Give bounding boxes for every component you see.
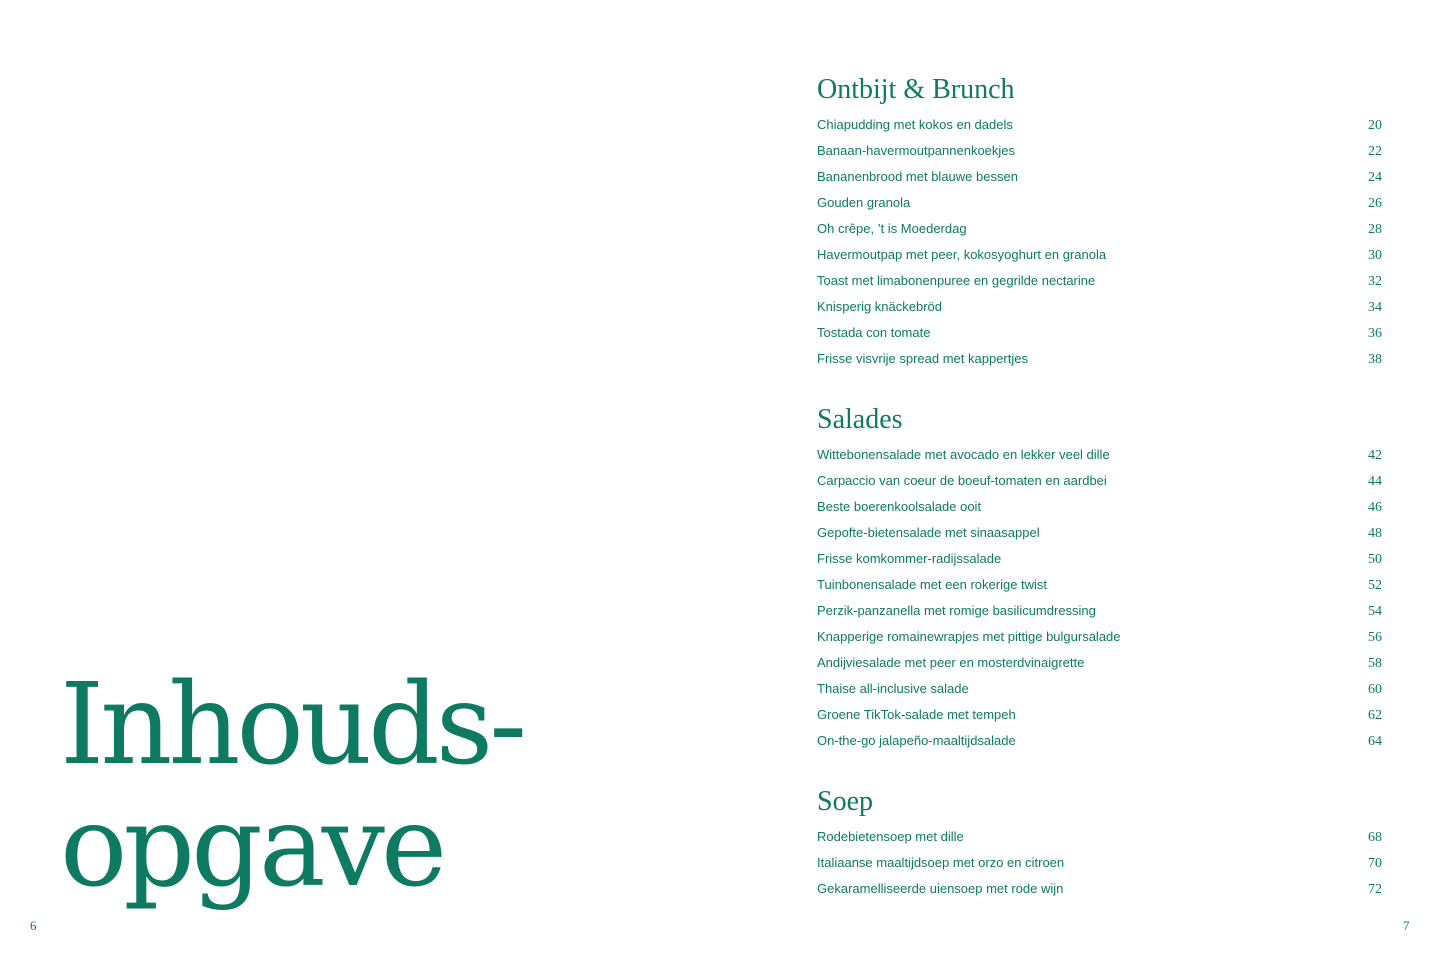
section-title: Ontbijt & Brunch	[817, 74, 1015, 105]
entry-label: Gouden granola	[817, 195, 911, 210]
entry-label: Chiapudding met kokos en dadels	[817, 117, 1013, 132]
entry-page-number: 30	[1368, 248, 1382, 263]
entry-page-number: 62	[1368, 708, 1382, 723]
entry-page-number: 60	[1368, 682, 1382, 697]
section-salades	[817, 400, 1383, 754]
entry-label: Frisse visvrije spread met kappertjes	[817, 351, 1028, 366]
toc-entry[interactable]	[817, 824, 1383, 850]
entry-label: Carpaccio van coeur de boeuf-tomaten en aardbei	[817, 473, 1107, 488]
entry-label: Groene TikTok-salade met tempeh	[817, 707, 1016, 722]
toc-entry[interactable]	[817, 320, 1383, 346]
entry-page-number: 46	[1368, 500, 1382, 515]
toc-entry[interactable]	[817, 442, 1383, 468]
toc-entry[interactable]	[817, 164, 1383, 190]
table-of-contents	[817, 70, 1383, 930]
entry-page-number: 70	[1368, 856, 1382, 871]
entry-page-number: 52	[1368, 578, 1382, 593]
page-number-left: 6	[30, 918, 37, 933]
entry-page-number: 72	[1368, 882, 1382, 897]
toc-entry[interactable]	[817, 346, 1383, 372]
toc-entry[interactable]	[817, 702, 1383, 728]
toc-entry[interactable]	[817, 190, 1383, 216]
entry-page-number: 38	[1368, 352, 1382, 367]
section-entry-list	[817, 824, 1383, 902]
toc-entry[interactable]	[817, 728, 1383, 754]
toc-entry[interactable]	[817, 494, 1383, 520]
toc-entry[interactable]	[817, 138, 1383, 164]
entry-page-number: 22	[1368, 144, 1382, 159]
entry-label: Bananenbrood met blauwe bessen	[817, 169, 1018, 184]
entry-page-number: 50	[1368, 552, 1382, 567]
toc-entry[interactable]	[817, 546, 1383, 572]
entry-page-number: 24	[1368, 170, 1382, 185]
toc-entry[interactable]	[817, 676, 1383, 702]
entry-label: Rodebietensoep met dille	[817, 829, 964, 844]
toc-entry[interactable]	[817, 216, 1383, 242]
section-entry-list	[817, 442, 1383, 754]
entry-page-number: 48	[1368, 526, 1382, 541]
entry-label: Wittebonensalade met avocado en lekker veel dille	[817, 447, 1110, 462]
toc-entry[interactable]	[817, 572, 1383, 598]
toc-entry[interactable]	[817, 520, 1383, 546]
toc-entry[interactable]	[817, 624, 1383, 650]
entry-label: Havermoutpap met peer, kokosyoghurt en granola	[817, 247, 1107, 262]
entry-label: On-the-go jalapeño-maaltijdsalade	[817, 733, 1016, 748]
entry-page-number: 32	[1368, 274, 1382, 289]
toc-entry[interactable]	[817, 598, 1383, 624]
entry-label: Knisperig knäckebröd	[817, 299, 943, 314]
entry-page-number: 68	[1368, 830, 1382, 845]
entry-label: Tostada con tomate	[817, 325, 931, 340]
entry-label: Gepofte-bietensalade met sinaasappel	[817, 525, 1040, 540]
entry-page-number: 34	[1368, 300, 1382, 315]
entry-label: Gekaramelliseerde uiensoep met rode wijn	[817, 881, 1064, 896]
page-title-line-1: Inhouds-	[60, 660, 524, 790]
entry-label: Banaan-havermoutpannenkoekjes	[817, 143, 1016, 158]
toc-entry[interactable]	[817, 650, 1383, 676]
section-title: Salades	[817, 404, 903, 435]
entry-label: Andijviesalade met peer en mosterdvinaigrette	[817, 655, 1085, 670]
entry-label: Italiaanse maaltijdsoep met orzo en citroen	[817, 855, 1065, 870]
section-entry-list	[817, 112, 1383, 372]
section-ontbijt-brunch	[817, 70, 1383, 372]
entry-label: Perzik-panzanella met romige basilicumdressing	[817, 603, 1096, 618]
entry-label: Knapperige romainewrapjes met pittige bulgursalade	[817, 629, 1121, 644]
entry-page-number: 56	[1368, 630, 1382, 645]
toc-entry[interactable]	[817, 468, 1383, 494]
page-number-right: 7	[1403, 918, 1410, 933]
toc-entry[interactable]	[817, 294, 1383, 320]
entry-page-number: 54	[1368, 604, 1382, 619]
entry-page-number: 42	[1368, 448, 1382, 463]
toc-entry[interactable]	[817, 876, 1383, 902]
entry-label: Thaise all-inclusive salade	[817, 681, 969, 696]
toc-entry[interactable]	[817, 268, 1383, 294]
entry-label: Tuinbonensalade met een rokerige twist	[817, 577, 1048, 592]
page-title-line-2: opgave	[60, 782, 444, 912]
entry-label: Frisse komkommer-radijssalade	[817, 551, 1002, 566]
toc-entry[interactable]	[817, 242, 1383, 268]
toc-entry[interactable]	[817, 112, 1383, 138]
page-title	[60, 660, 524, 912]
entry-page-number: 26	[1368, 196, 1382, 211]
entry-page-number: 64	[1368, 734, 1382, 749]
entry-page-number: 58	[1368, 656, 1382, 671]
entry-page-number: 36	[1368, 326, 1382, 341]
section-soep	[817, 782, 1383, 902]
section-title: Soep	[817, 786, 873, 817]
entry-label: Toast met limabonenpuree en gegrilde nectarine	[817, 273, 1096, 288]
toc-entry[interactable]	[817, 850, 1383, 876]
entry-label: Oh crêpe, ’t is Moederdag	[817, 221, 967, 236]
entry-page-number: 28	[1368, 222, 1382, 237]
entry-page-number: 20	[1368, 118, 1382, 133]
entry-label: Beste boerenkoolsalade ooit	[817, 499, 982, 514]
entry-page-number: 44	[1368, 474, 1382, 489]
